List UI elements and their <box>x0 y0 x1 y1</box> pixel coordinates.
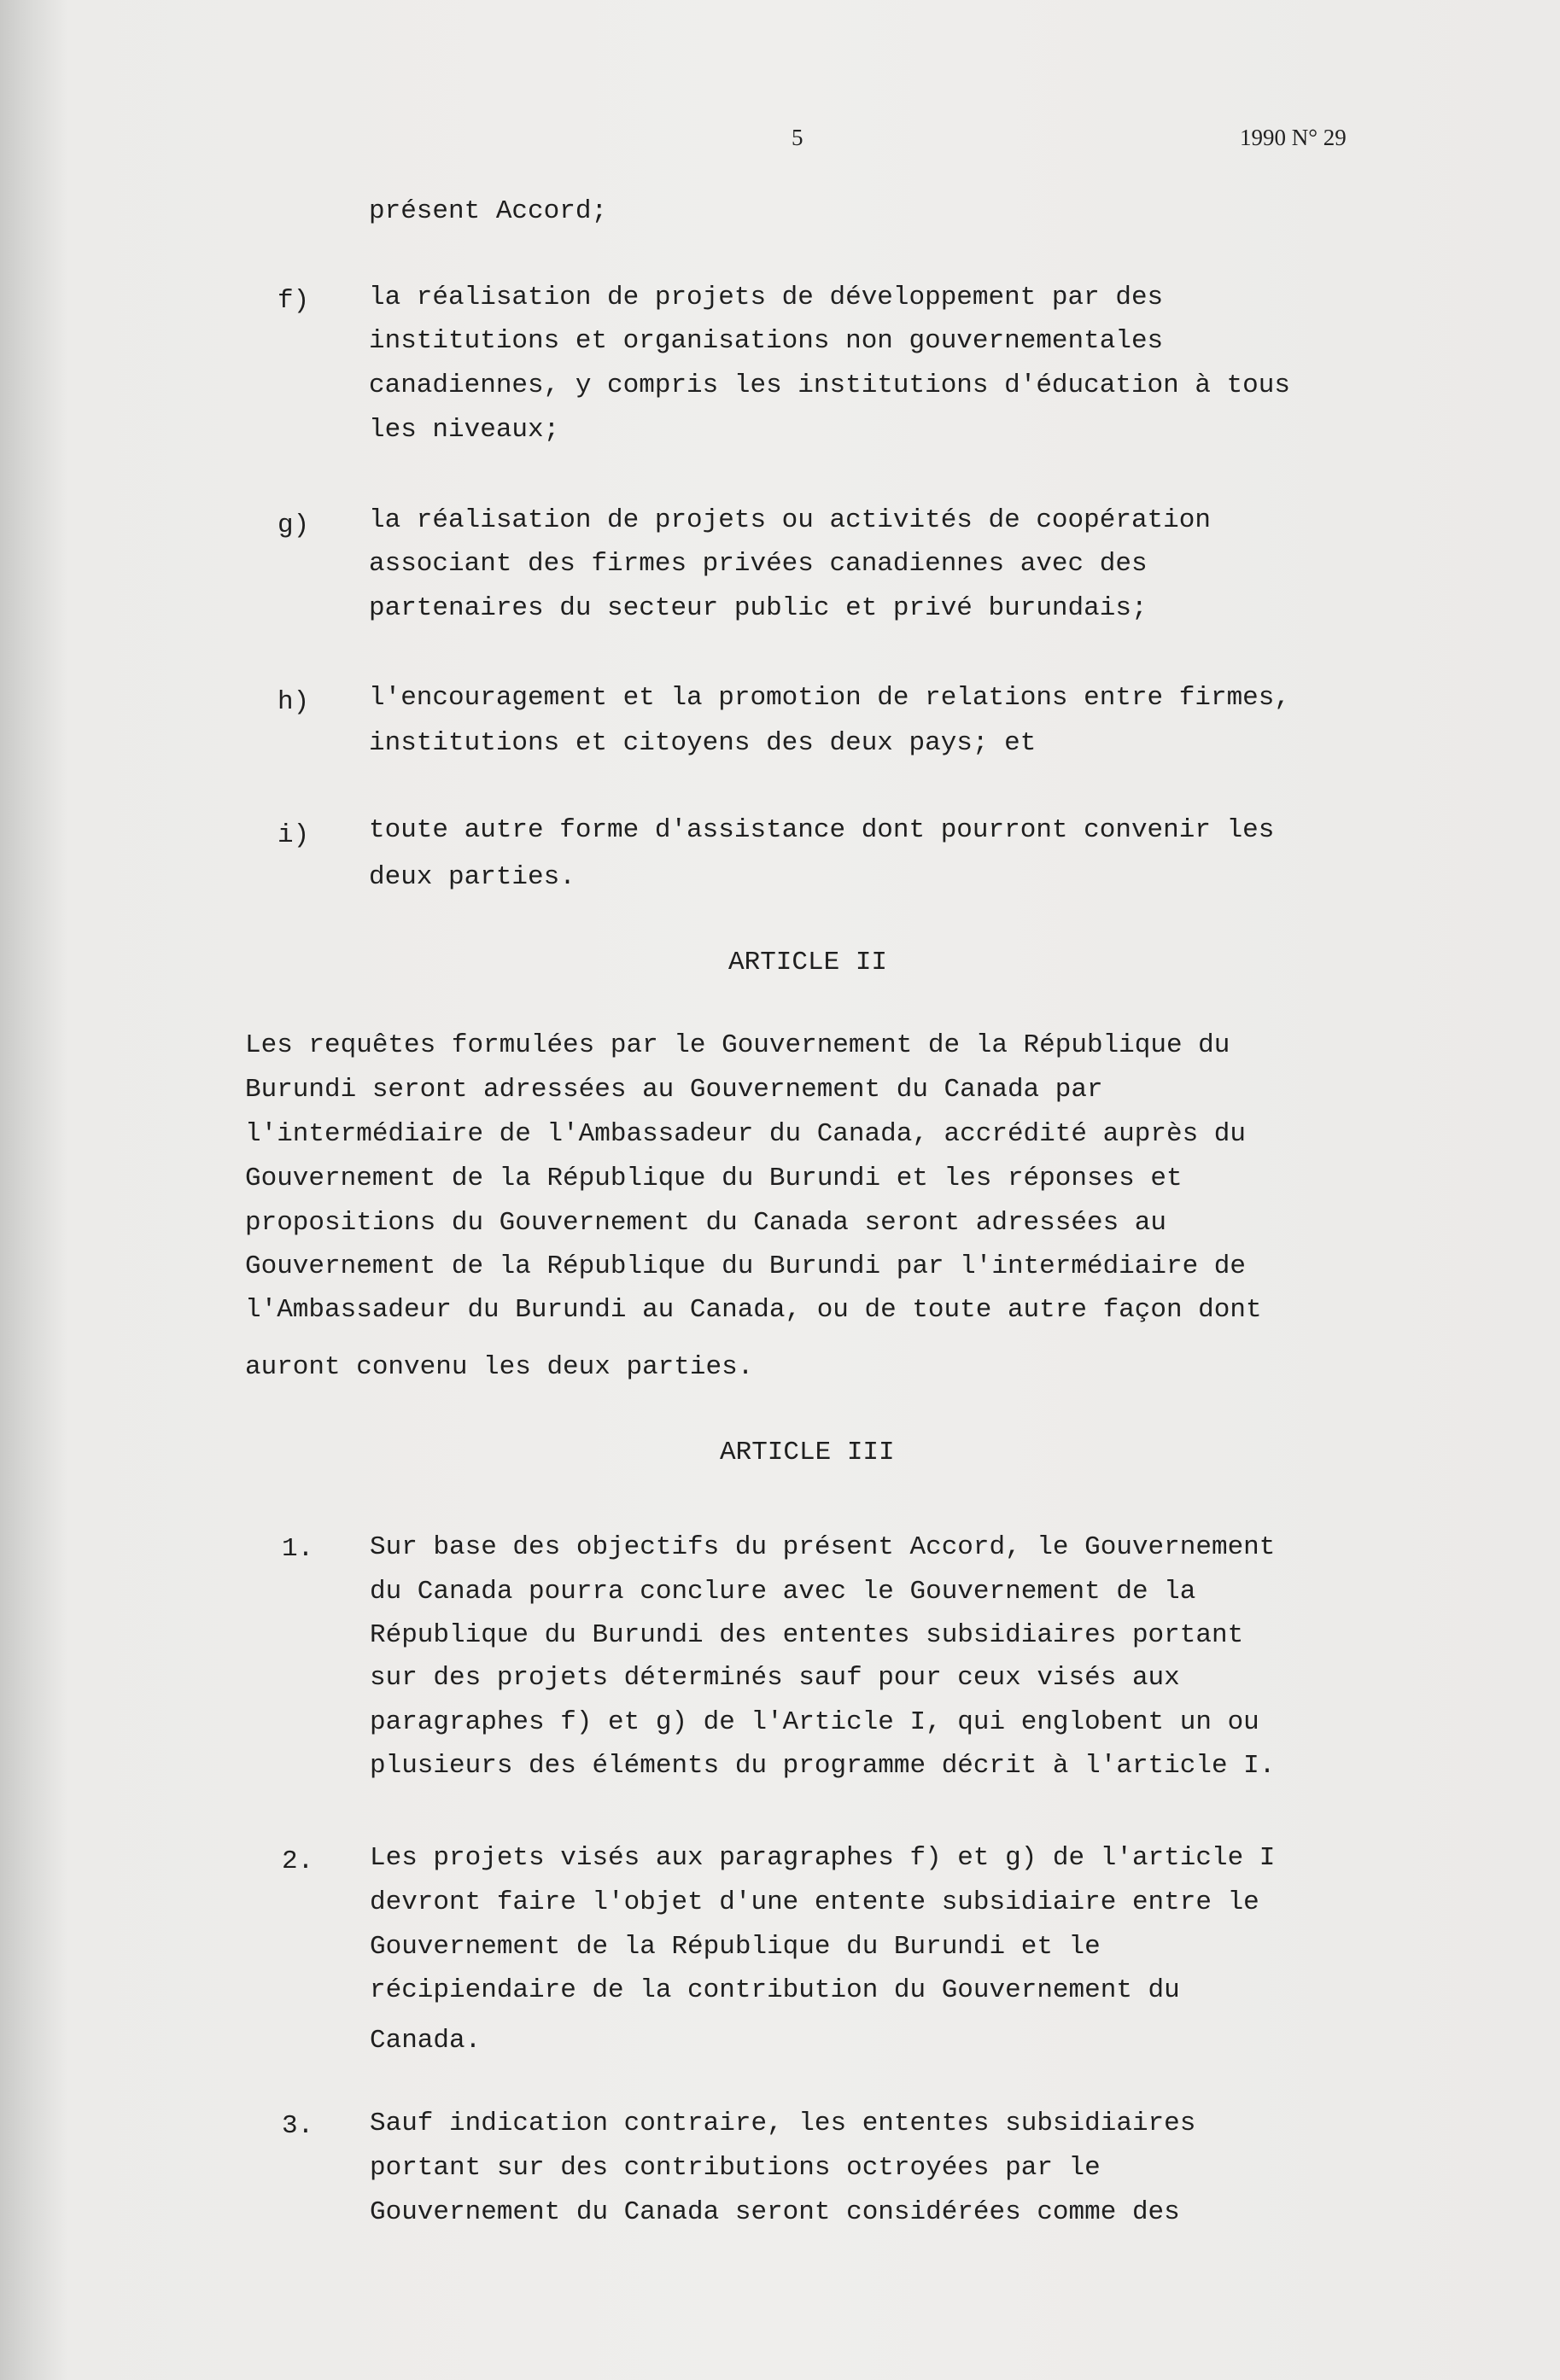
item-f-line: institutions et organisations non gouvernementales <box>369 326 1164 356</box>
item-1-line: sur des projets déterminés sauf pour ceux visés aux <box>370 1663 1180 1693</box>
item-h-line: institutions et citoyens des deux pays; et <box>369 728 1037 758</box>
item-i-line: toute autre forme d'assistance dont pourront convenir les <box>369 815 1275 845</box>
article-2-line: l'Ambassadeur du Burundi au Canada, ou de toute autre façon dont <box>245 1295 1262 1325</box>
item-1-line: Sur base des objectifs du présent Accord, le Gouvernement <box>370 1532 1276 1562</box>
item-3-line: Gouvernement du Canada seront considérées comme des <box>370 2197 1180 2227</box>
item-2-line: récipiendaire de la contribution du Gouvernement du <box>370 1975 1180 2005</box>
item-2-line: Les projets visés aux paragraphes f) et g) de l'article I <box>370 1843 1276 1873</box>
item-2-line: devront faire l'objet d'une entente subsidiaire entre le <box>370 1887 1259 1917</box>
item-label-g: g) <box>278 510 310 540</box>
article-3-heading: ARTICLE III <box>720 1438 895 1467</box>
item-label-i: i) <box>278 820 310 850</box>
item-h-line: l'encouragement et la promotion de relations entre firmes, <box>369 683 1290 713</box>
binding-shadow <box>0 0 68 2380</box>
article-2-line: l'intermédiaire de l'Ambassadeur du Canada, accrédité auprès du <box>245 1119 1246 1149</box>
article-2-line: propositions du Gouvernement du Canada seront adressées au <box>245 1208 1166 1238</box>
article-2-line: Gouvernement de la République du Burundi par l'intermédiaire de <box>245 1251 1246 1281</box>
page-number: 5 <box>792 125 803 150</box>
item-1-line: paragraphes f) et g) de l'Article I, qui englobent un ou <box>370 1707 1259 1737</box>
item-2-line: Canada. <box>370 2026 482 2056</box>
item-f-line: les niveaux; <box>369 415 560 445</box>
item-i-line: deux parties. <box>369 862 576 892</box>
item-label-3: 3. <box>282 2111 314 2141</box>
article-2-line: Burundi seront adressées au Gouvernement du Canada par <box>245 1075 1103 1105</box>
item-g-line: la réalisation de projets ou activités de coopération <box>369 505 1211 535</box>
item-g-line: associant des firmes privées canadiennes avec des <box>369 549 1148 579</box>
year-number: 1990 N° 29 <box>1240 125 1347 150</box>
article-2-heading: ARTICLE II <box>728 948 888 977</box>
item-label-2: 2. <box>282 1846 314 1876</box>
item-1-line: du Canada pourra conclure avec le Gouvernement de la <box>370 1577 1196 1607</box>
item-g-line: partenaires du secteur public et privé burundais; <box>369 593 1148 623</box>
article-2-line: Les requêtes formulées par le Gouvernement de la République du <box>245 1030 1230 1060</box>
item-3-line: Sauf indication contraire, les ententes subsidiaires <box>370 2109 1196 2138</box>
article-2-line: auront convenu les deux parties. <box>245 1352 754 1382</box>
item-3-line: portant sur des contributions octroyées par le <box>370 2153 1101 2183</box>
item-1-line: plusieurs des éléments du programme décrit à l'article I. <box>370 1751 1276 1781</box>
item-label-h: h) <box>278 687 310 717</box>
article-2-line: Gouvernement de la République du Burundi et les réponses et <box>245 1164 1183 1193</box>
item-label-1: 1. <box>282 1534 314 1564</box>
item-1-line: République du Burundi des ententes subsidiaires portant <box>370 1620 1244 1650</box>
item-2-line: Gouvernement de la République du Burundi et le <box>370 1932 1101 1962</box>
item-label-f: f) <box>278 286 310 316</box>
lead-line: présent Accord; <box>369 196 608 226</box>
item-f-line: canadiennes, y compris les institutions d'éducation à tous <box>369 370 1290 400</box>
item-f-line: la réalisation de projets de développement par des <box>369 283 1164 312</box>
